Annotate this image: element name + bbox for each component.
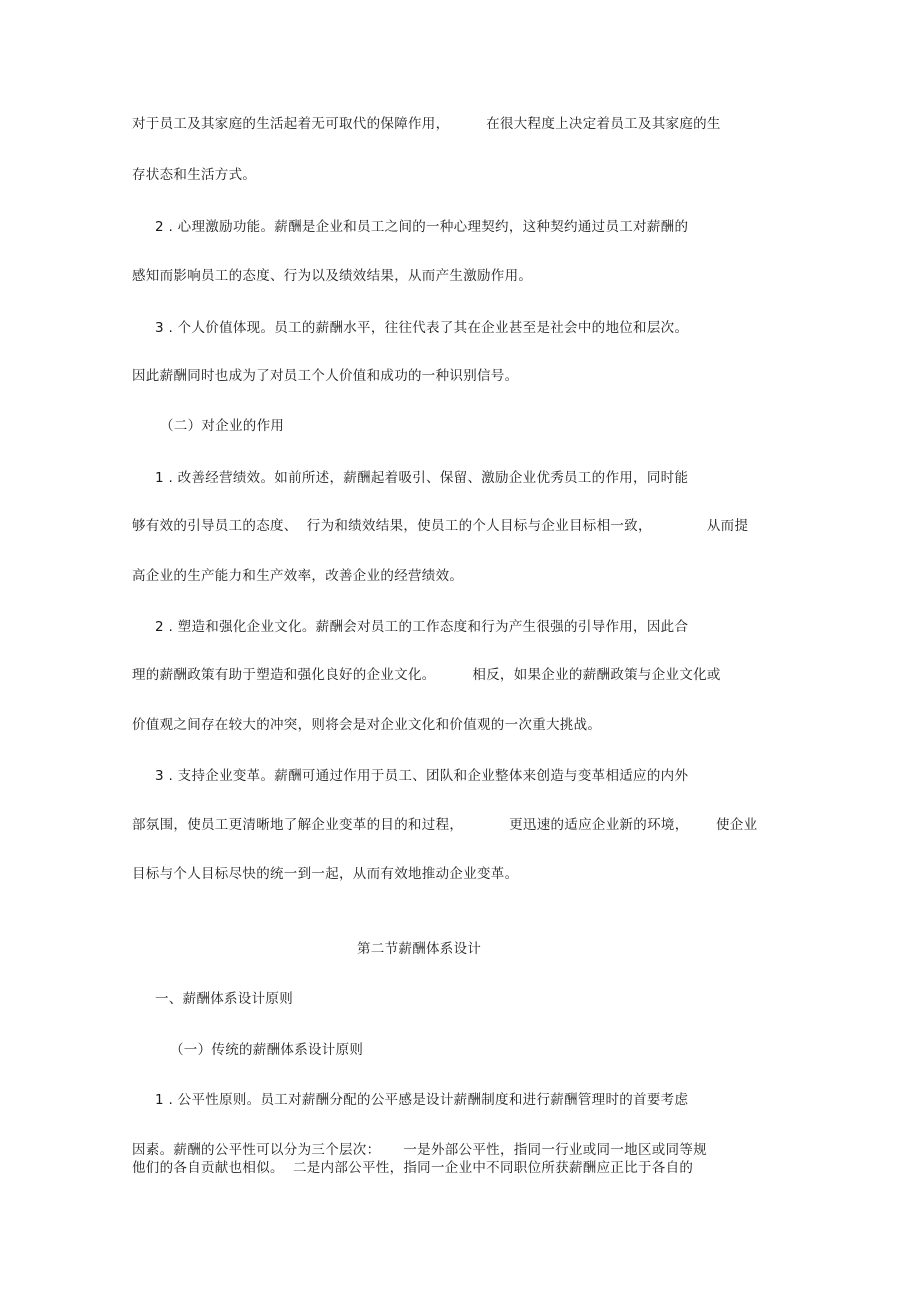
text-line: 够有效的引导员工的态度、 行为和绩效结果，使员工的个人目标与企业目标相一致， 从而提 bbox=[132, 518, 749, 534]
text-line: 1 . 改善经营绩效。如前所述，薪酬起着吸引、保留、激励企业优秀员工的作用，同时能 bbox=[155, 470, 689, 486]
text-line: 对于员工及其家庭的生活起着无可取代的保障作用， 在很大程度上决定着员工及其家庭的生 bbox=[132, 116, 721, 132]
text-line: 目标与个人目标尽快的统一到一起，从而有效地推动企业变革。 bbox=[132, 866, 519, 882]
text-line: 因素。薪酬的公平性可以分为三个层次： 一是外部公平性，指同一行业或同一地区或同等规 bbox=[132, 1142, 707, 1158]
text-line: 理的薪酬政策有助于塑造和强化良好的企业文化。 相反，如果企业的薪酬政策与企业文化或 bbox=[132, 667, 721, 683]
section-heading: （二）对企业的作用 bbox=[160, 418, 285, 434]
text-line: 2 . 心理激励功能。薪酬是企业和员工之间的一种心理契约，这种契约通过员工对薪酬的 bbox=[155, 219, 689, 235]
text-line: 他们的各自贡献也相似。 二是内部公平性，指同一企业中不同职位所获薪酬应正比于各自的 bbox=[132, 1160, 694, 1176]
text-line: 部氛围，使员工更清晰地了解企业变革的目的和过程， 更迅速的适应企业新的环境， 使企业 bbox=[132, 817, 758, 833]
text-line: 3 . 个人价值体现。员工的薪酬水平，往往代表了其在企业甚至是社会中的地位和层次。 bbox=[155, 320, 689, 336]
text-line: 2 . 塑造和强化企业文化。薪酬会对员工的工作态度和行为产生很强的引导作用，因此合 bbox=[155, 619, 689, 635]
text-line: 感知而影响员工的态度、行为以及绩效结果，从而产生激励作用。 bbox=[132, 268, 533, 284]
text-line: 高企业的生产能力和生产效率，改善企业的经营绩效。 bbox=[132, 568, 464, 584]
text-line: 价值观之间存在较大的冲突，则将会是对企业文化和价值观的一次重大挑战。 bbox=[132, 717, 602, 733]
text-line: 3 . 支持企业变革。薪酬可通过作用于员工、团队和企业整体来创造与变革相适应的内外 bbox=[155, 768, 689, 784]
text-line: 因此薪酬同时也成为了对员工个人价值和成功的一种识别信号。 bbox=[132, 368, 519, 384]
subsection-heading: （一）传统的薪酬体系设计原则 bbox=[170, 1042, 364, 1058]
text-line: 存状态和生活方式。 bbox=[132, 167, 257, 183]
chapter-title: 第二节薪酬体系设计 bbox=[357, 941, 482, 957]
text-line: 1 . 公平性原则。员工对薪酬分配的公平感是设计薪酬制度和进行薪酬管理时的首要考虑 bbox=[155, 1092, 689, 1108]
section-heading: 一、薪酬体系设计原则 bbox=[155, 991, 293, 1007]
